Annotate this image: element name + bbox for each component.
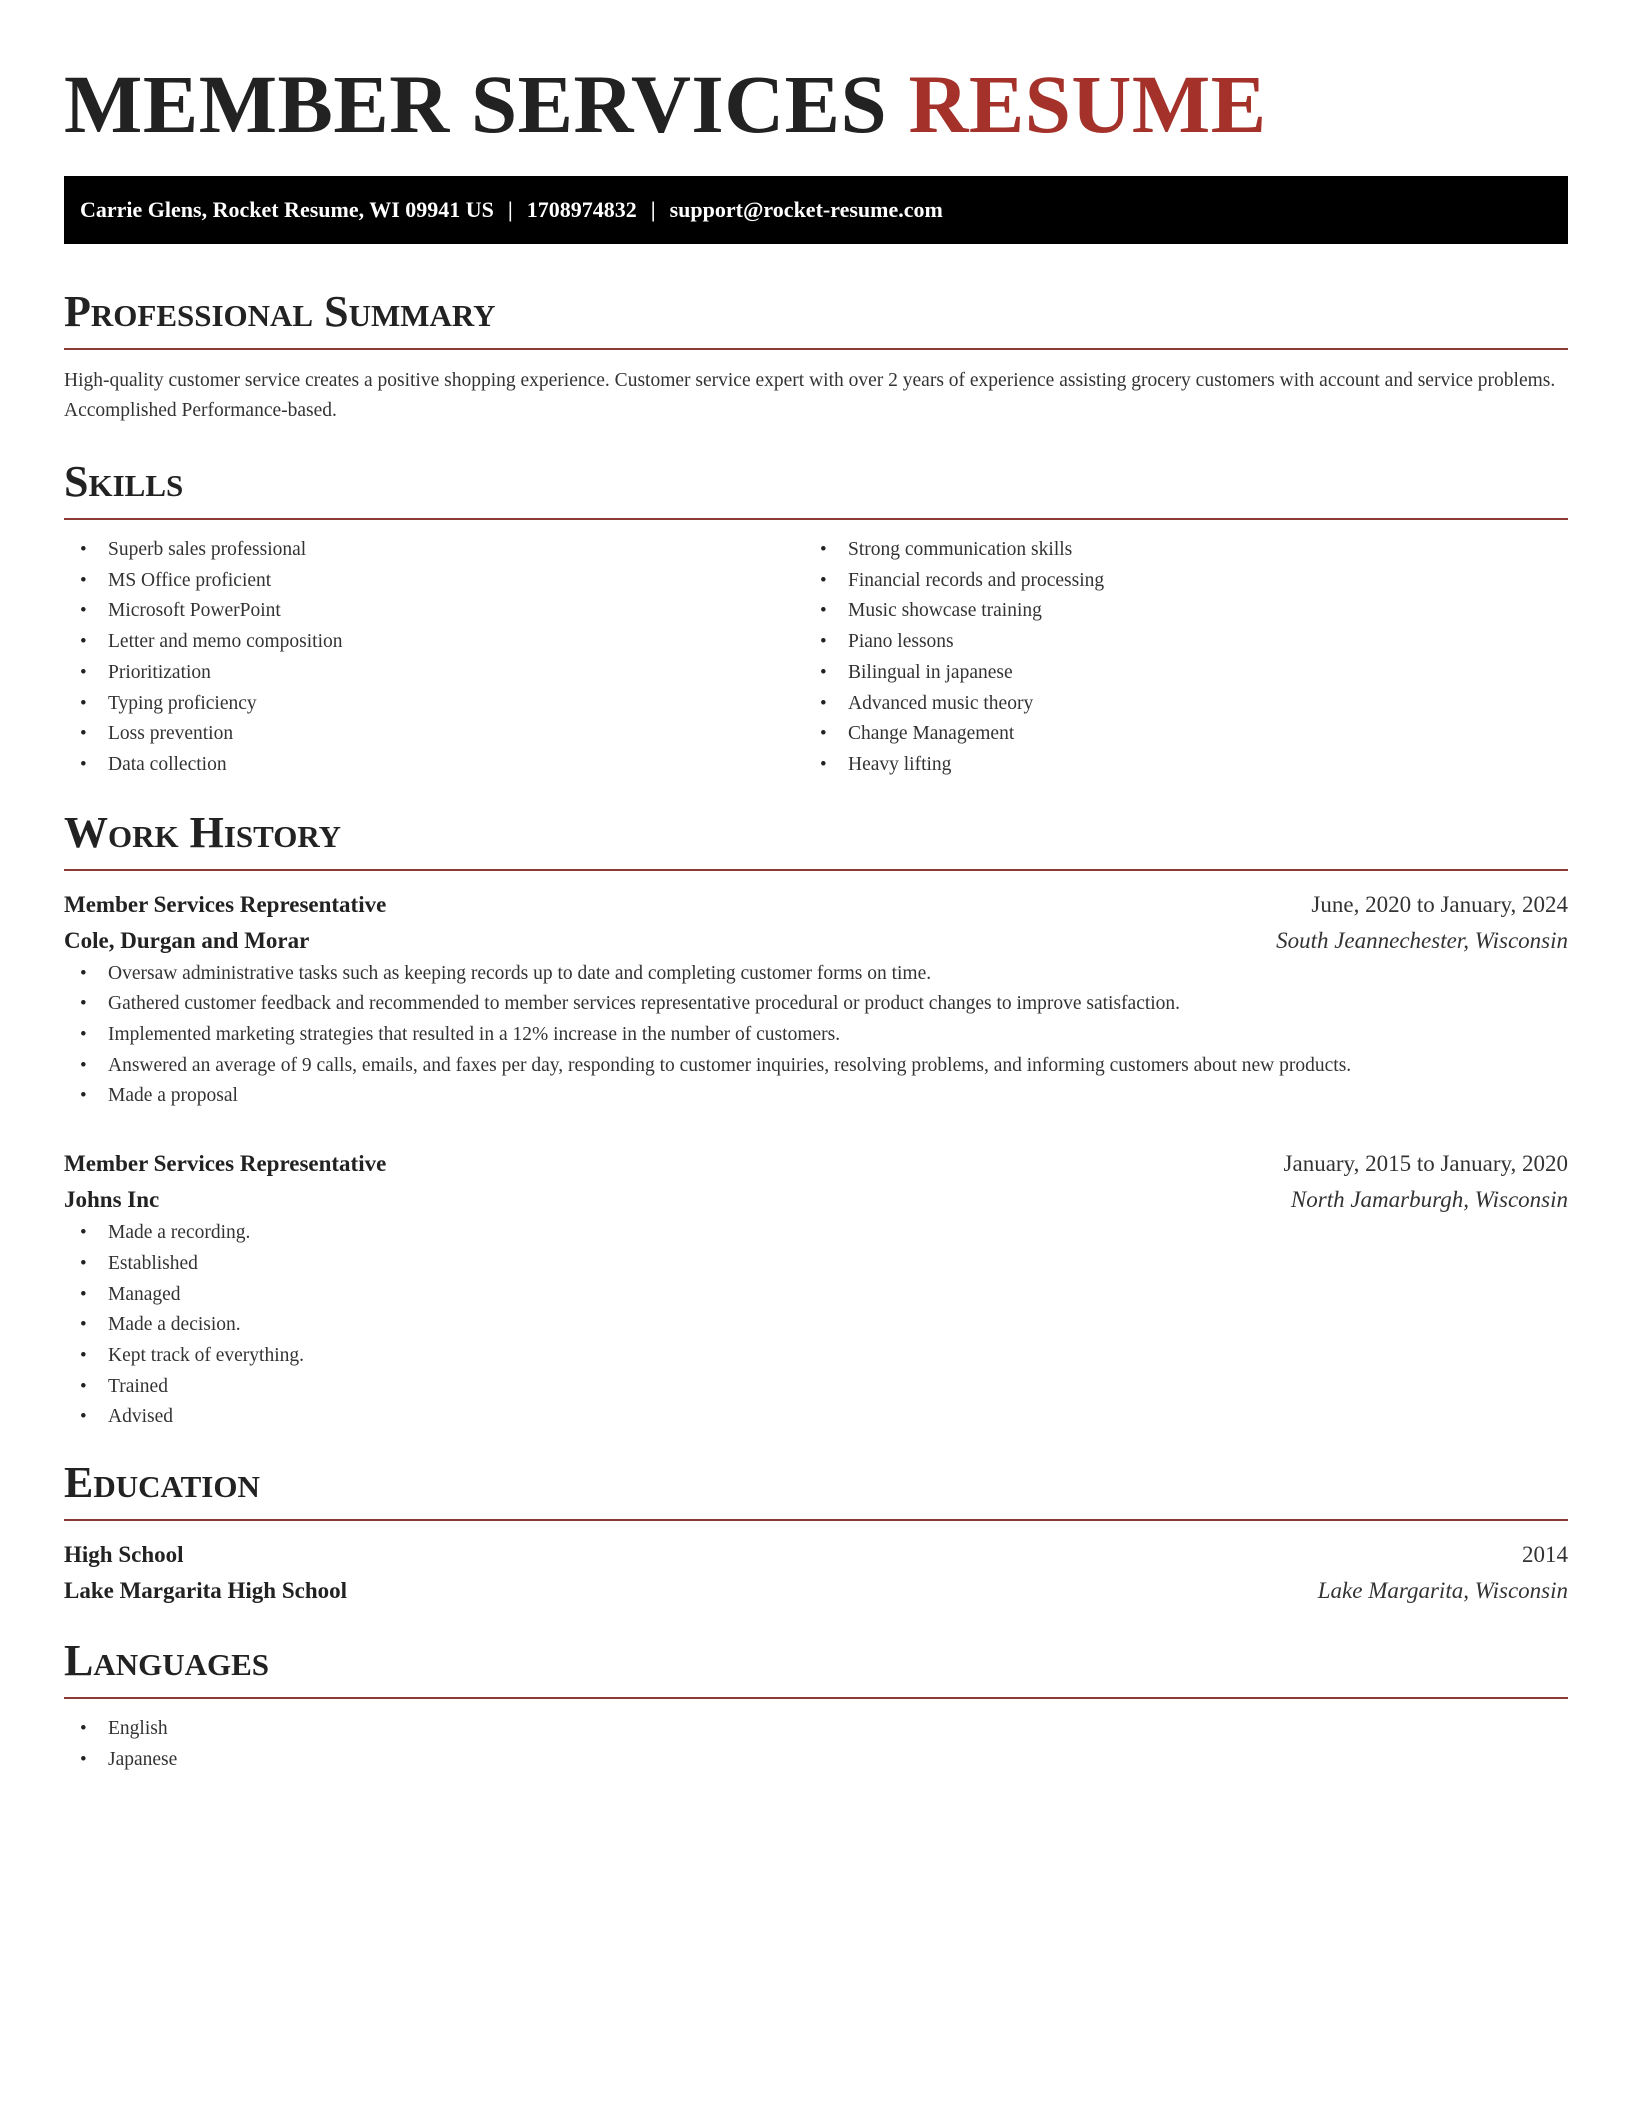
job-header-row xyxy=(64,887,1568,923)
education-school-row xyxy=(64,1573,1568,1609)
job-bullet: • Made a proposal xyxy=(64,1081,1568,1112)
job-title: Member Services Representative xyxy=(64,1151,387,1177)
skills-list-left xyxy=(64,535,804,781)
skill-item: • Advanced music theory xyxy=(804,689,1544,720)
title-main: MEMBER SERVICES xyxy=(64,58,888,150)
skill-item: • Change Management xyxy=(804,719,1544,750)
section-divider xyxy=(64,869,1568,871)
contact-phone: 1708974832 xyxy=(526,197,637,222)
education-year: 2014 xyxy=(1522,1542,1568,1568)
summary-text: High-quality customer service creates a positive shopping experience. Customer service expert with over 2 years of experience assisting grocery customers with account and service problems. Accomplished Performance-based. xyxy=(64,370,1556,421)
skill-item: • Data collection xyxy=(64,750,804,781)
contact-separator: | xyxy=(650,197,656,222)
skills-section xyxy=(64,456,1568,781)
job-bullet: • Trained xyxy=(64,1372,1568,1403)
job-bullets xyxy=(64,959,1568,1113)
section-divider xyxy=(64,1519,1568,1521)
contact-email[interactable]: support@rocket-resume.com xyxy=(669,197,943,222)
work-section xyxy=(64,807,1568,1433)
job-bullet: • Answered an average of 9 calls, emails, and faxes per day, responding to customer inquiries, resolving problems, and informing customers about new products. xyxy=(64,1051,1568,1082)
section-title-languages: Languages xyxy=(64,1636,270,1686)
skill-item: • Strong communication skills xyxy=(804,535,1544,566)
job-company: Johns Inc xyxy=(64,1187,160,1213)
job-bullet: • Advised xyxy=(64,1402,1568,1433)
job-bullet: • Managed xyxy=(64,1280,1568,1311)
job-entry xyxy=(64,887,1568,1113)
skill-item: • Piano lessons xyxy=(804,627,1544,658)
section-divider xyxy=(64,518,1568,520)
section-title-skills: Skills xyxy=(64,457,184,506)
section-title-summary: Professional Summary xyxy=(64,287,496,336)
skills-columns xyxy=(64,535,1568,781)
job-dates: June, 2020 to January, 2024 xyxy=(1311,891,1568,917)
language-item: • Japanese xyxy=(64,1745,1568,1776)
job-bullet: • Implemented marketing strategies that resulted in a 12% increase in the number of customers. xyxy=(64,1020,1568,1051)
job-dates: January, 2015 to January, 2020 xyxy=(1283,1151,1568,1177)
education-entry xyxy=(64,1537,1568,1609)
language-item: • English xyxy=(64,1714,1568,1745)
skill-item: • Typing proficiency xyxy=(64,689,804,720)
skill-item: • Loss prevention xyxy=(64,719,804,750)
skill-item: • Microsoft PowerPoint xyxy=(64,596,804,627)
contact-separator: | xyxy=(507,197,513,222)
job-company-row xyxy=(64,1182,1568,1218)
job-bullet: • Established xyxy=(64,1249,1568,1280)
section-divider xyxy=(64,1697,1568,1699)
job-company-row xyxy=(64,923,1568,959)
skill-item: • Prioritization xyxy=(64,658,804,689)
job-location: North Jamarburgh, Wisconsin xyxy=(1290,1187,1568,1213)
skill-item: • Financial records and processing xyxy=(804,566,1544,597)
job-entry xyxy=(64,1146,1568,1433)
job-bullet: • Made a recording. xyxy=(64,1218,1568,1249)
job-bullet: • Made a decision. xyxy=(64,1310,1568,1341)
contact-address: Carrie Glens, Rocket Resume, WI 09941 US xyxy=(80,197,494,222)
section-divider xyxy=(64,348,1568,350)
languages-section xyxy=(64,1635,1568,1775)
job-location: South Jeannechester, Wisconsin xyxy=(1276,927,1568,953)
skill-item: • Bilingual in japanese xyxy=(804,658,1544,689)
contact-bar xyxy=(64,176,1568,244)
languages-list xyxy=(64,1714,1568,1775)
job-title: Member Services Representative xyxy=(64,891,387,917)
title-accent: RESUME xyxy=(908,58,1267,150)
education-location: Lake Margarita, Wisconsin xyxy=(1317,1578,1568,1604)
job-bullet: • Oversaw administrative tasks such as keeping records up to date and completing customer forms on time. xyxy=(64,959,1568,990)
job-bullets xyxy=(64,1218,1568,1433)
skill-item: • MS Office proficient xyxy=(64,566,804,597)
skill-item: • Letter and memo composition xyxy=(64,627,804,658)
skills-list-right xyxy=(804,535,1544,781)
resume-title xyxy=(64,0,1568,152)
section-title-education: Education xyxy=(64,1458,260,1508)
education-school: Lake Margarita High School xyxy=(64,1578,348,1604)
resume-page xyxy=(64,0,1568,1775)
job-bullet: • Kept track of everything. xyxy=(64,1341,1568,1372)
summary-section xyxy=(64,286,1568,426)
skill-item: • Music showcase training xyxy=(804,596,1544,627)
skill-item: • Heavy lifting xyxy=(804,750,1544,781)
education-section xyxy=(64,1457,1568,1609)
education-degree-row xyxy=(64,1537,1568,1573)
job-header-row xyxy=(64,1146,1568,1182)
section-title-work: Work History xyxy=(64,807,342,857)
education-degree: High School xyxy=(64,1542,184,1568)
skill-item: • Superb sales professional xyxy=(64,535,804,566)
job-bullet: • Gathered customer feedback and recommended to member services representative procedural or product changes to improve satisfaction. xyxy=(64,989,1568,1020)
job-company: Cole, Durgan and Morar xyxy=(64,927,310,953)
